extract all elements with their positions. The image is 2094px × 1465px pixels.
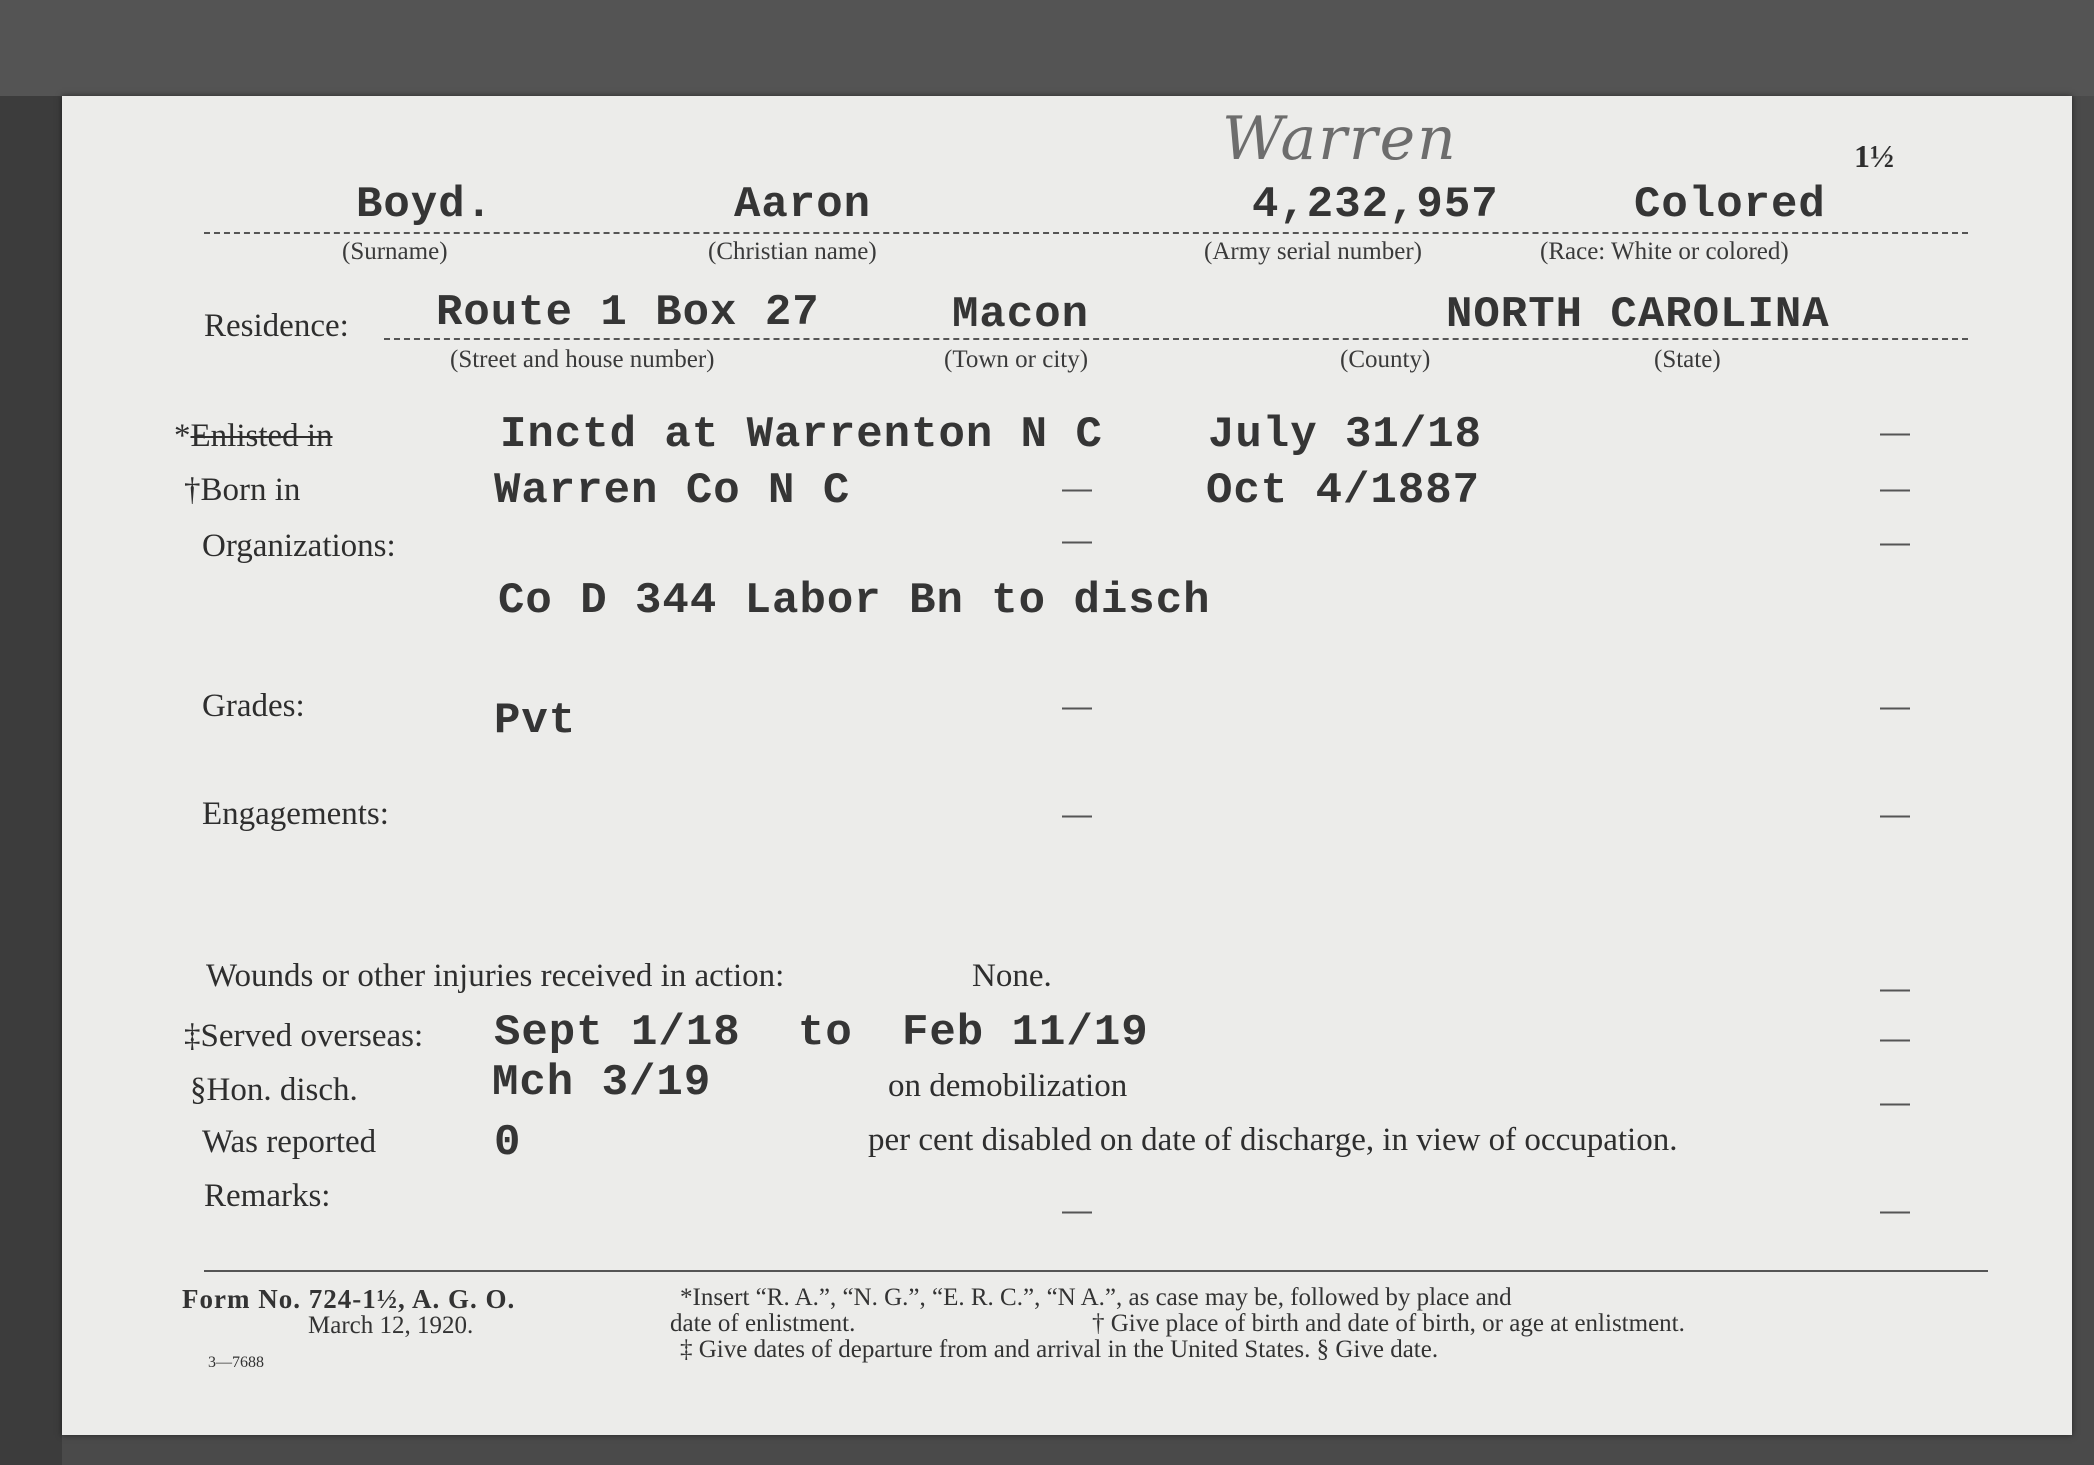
name-rule (204, 232, 1968, 234)
engagements-tick-mid: — (1062, 798, 1092, 831)
organizations-label: Organizations: (202, 528, 396, 564)
serial-number-caption: (Army serial number) (1204, 238, 1422, 265)
serial-number-value: 4,232,957 (1252, 180, 1499, 230)
remarks-tick-right: — (1880, 1194, 1910, 1227)
grades-tick-mid: — (1062, 690, 1092, 723)
grades-value: Pvt (494, 696, 577, 746)
grades-label: Grades: (202, 688, 305, 724)
card-number: 1½ (1854, 138, 1894, 174)
christian-name-caption: (Christian name) (708, 238, 877, 265)
form-number: Form No. 724-1½, A. G. O. (182, 1284, 516, 1314)
footnote-born: † Give place of birth and date of birth, or age at enlistment. (1092, 1310, 1685, 1337)
residence-town: Macon (952, 290, 1090, 340)
born-tick-right: — (1880, 472, 1910, 505)
enlisted-label (174, 418, 333, 455)
born-date: Oct 4/1887 (1206, 466, 1481, 516)
born-place: Warren Co N C (494, 466, 851, 516)
overseas-to-word: to (798, 1008, 853, 1058)
wounds-tick-right: — (1880, 972, 1910, 1005)
enlisted-mark: * (174, 418, 191, 454)
residence-label: Residence: (204, 308, 349, 344)
residence-state: NORTH CAROLINA (1446, 290, 1830, 340)
organizations-tick-right: — (1880, 526, 1910, 559)
town-caption: (Town or city) (944, 346, 1089, 373)
wounds-value: None. (972, 958, 1052, 994)
race-value: Colored (1634, 180, 1826, 230)
engagements-tick-right: — (1880, 798, 1910, 831)
remarks-label: Remarks: (204, 1178, 331, 1214)
surname-caption: (Surname) (342, 238, 448, 265)
discharge-date: Mch 3/19 (492, 1058, 712, 1108)
discharge-tick-right: — (1880, 1086, 1910, 1119)
race-caption: (Race: White or colored) (1540, 238, 1789, 265)
born-label-text: Born in (200, 472, 301, 508)
overseas-label-text: Served overseas: (200, 1018, 424, 1054)
residence-street: Route 1 Box 27 (436, 288, 820, 338)
handwritten-note: Warren (1222, 104, 1458, 174)
footer-rule (204, 1270, 1988, 1272)
grades-tick-right: — (1880, 690, 1910, 723)
born-tick-mid: — (1062, 472, 1092, 505)
reported-text: per cent disabled on date of discharge, in view of occupation. (868, 1122, 1678, 1158)
remarks-tick-mid: — (1062, 1194, 1092, 1227)
overseas-label (184, 1018, 423, 1055)
reported-label: Was reported (202, 1124, 377, 1160)
discharge-reason: on demobilization (888, 1068, 1128, 1104)
enlisted-place: Inctd at Warrenton N C (500, 410, 1103, 460)
service-record-card (62, 96, 2072, 1435)
footnote-enlisted-cont: date of enlistment. (670, 1310, 856, 1337)
county-caption: (County) (1340, 346, 1431, 373)
overseas-from: Sept 1/18 (494, 1008, 741, 1058)
organizations-tick-mid: — (1062, 524, 1092, 557)
scan-edge-top (0, 0, 2094, 96)
discharge-label-text: Hon. disch. (206, 1072, 358, 1108)
discharge-label (190, 1072, 358, 1109)
street-caption: (Street and house number) (450, 346, 715, 373)
wounds-label: Wounds or other injuries received in action: (206, 958, 785, 994)
footnote-overseas: ‡ Give dates of departure from and arrival in the United States. § Give date. (680, 1336, 1439, 1363)
born-mark: † (184, 472, 201, 508)
print-code: 3—7688 (208, 1354, 264, 1371)
overseas-to: Feb 11/19 (902, 1008, 1149, 1058)
scan-edge-left (0, 0, 62, 1465)
enlisted-tick-right: — (1880, 416, 1910, 449)
discharge-mark: § (190, 1072, 207, 1108)
christian-name-value: Aaron (734, 180, 872, 230)
born-label (184, 472, 300, 509)
form-date: March 12, 1920. (308, 1312, 474, 1339)
organizations-value: Co D 344 Labor Bn to disch (498, 576, 1211, 626)
overseas-mark: ‡ (184, 1018, 201, 1054)
overseas-tick-right: — (1880, 1022, 1910, 1055)
residence-rule (384, 338, 1968, 340)
engagements-label: Engagements: (202, 796, 389, 832)
footnote-enlisted: *Insert “R. A.”, “N. G.”, “E. R. C.”, “N A.”, as case may be, followed by place and (680, 1284, 1512, 1311)
reported-value: 0 (494, 1118, 522, 1168)
surname-value: Boyd. (356, 180, 494, 230)
enlisted-label-text: Enlisted in (190, 418, 333, 454)
state-caption: (State) (1654, 346, 1721, 373)
enlisted-date: July 31/18 (1208, 410, 1483, 460)
